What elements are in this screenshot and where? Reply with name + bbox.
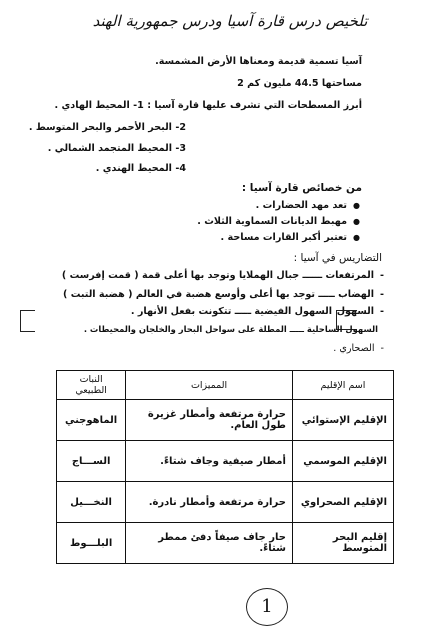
- feature-item: ● تعد مهد الحضارات .: [256, 200, 360, 211]
- climate-table: [56, 370, 394, 564]
- plant-cell: الســـاج: [57, 441, 126, 482]
- table-row: [57, 441, 394, 482]
- column-header: المميزات: [126, 371, 293, 400]
- water-body-item: 1- المحيط الهادي .: [54, 100, 144, 111]
- water-body-item: 2- البحر الأحمر والبحر المتوسط .: [28, 122, 186, 133]
- region-cell: الإقليم الموسمي: [292, 441, 393, 482]
- table-row: [57, 400, 394, 441]
- terrain-heading: التضاريس في آسيا :: [293, 252, 382, 264]
- table-row: [57, 523, 394, 564]
- feature-item: ● تعتبر أكبر القارات مساحة .: [221, 232, 360, 243]
- region-cell: الإقليم الإستوائي: [292, 400, 393, 441]
- water-body-item: 3- المحيط المتجمد الشمالي .: [47, 143, 186, 154]
- column-header: النبات الطبيعي: [57, 371, 126, 400]
- region-cell: إقليم البحر المتوسط: [292, 523, 393, 564]
- table-row: [57, 482, 394, 523]
- features-cell: حار جاف صيفاً دفئ ممطر شتاءً.: [126, 523, 293, 564]
- plant-cell: الماهوجني: [57, 400, 126, 441]
- page-title: تلخيص درس قارة آسيا ودرس جمهورية الهند: [92, 12, 368, 30]
- terrain-plains-flood: السهول الفيضية ـــــ تتكونت بفعل الأنهار .: [130, 306, 332, 317]
- terrain-plateaus: - الهضاب ـــــ توجد بها أعلى وأوسع هضبة في العالم ( هضبة التبت ): [63, 289, 384, 300]
- column-header: اسم الإقليم: [292, 371, 393, 400]
- terrain-highlands: - المرتفعات ــــــ جبال الهملايا وتوجد بها أعلى قمة ( قمت إفرست ): [62, 270, 384, 281]
- table-header-row: [57, 371, 394, 400]
- plant-cell: النخـــيل: [57, 482, 126, 523]
- water-bodies-heading: أبرز المسطحات التي تشرف عليها قارة آسيا :: [147, 100, 362, 111]
- terrain-plains-coastal: السهول الساحلية ـــــ المطلة على سواحل البحار والخلجان والمحيطات .: [83, 324, 378, 334]
- coastal-bracket: [20, 310, 35, 332]
- features-cell: حرارة مرتفعة وأمطار نادرة.: [126, 482, 293, 523]
- features-heading: من خصائص قارة آسيا :: [241, 182, 362, 194]
- water-body-item: 4- المحيط الهندي .: [95, 163, 186, 174]
- intro-name-line: آسيا تسمية قديمة ومعناها الأرض المشمسة.: [155, 56, 362, 67]
- water-bodies-line-1: [55, 100, 362, 111]
- terrain-plains-label: - السهول: [337, 306, 384, 317]
- region-cell: الإقليم الصحراوي: [292, 482, 393, 523]
- plant-cell: البلـــوط: [57, 523, 126, 564]
- page-number: 1: [246, 588, 288, 626]
- features-cell: حرارة مرتفعة وأمطار غزيرة طول العام.: [126, 400, 293, 441]
- features-cell: أمطار صيفية وجاف شتاءً.: [126, 441, 293, 482]
- feature-item: ● مهبط الديانات السماوية الثلاث .: [197, 216, 360, 227]
- intro-area-line: مساحتها 44.5 مليون كم 2: [237, 78, 362, 89]
- terrain-deserts: - الصحاري .: [333, 343, 384, 354]
